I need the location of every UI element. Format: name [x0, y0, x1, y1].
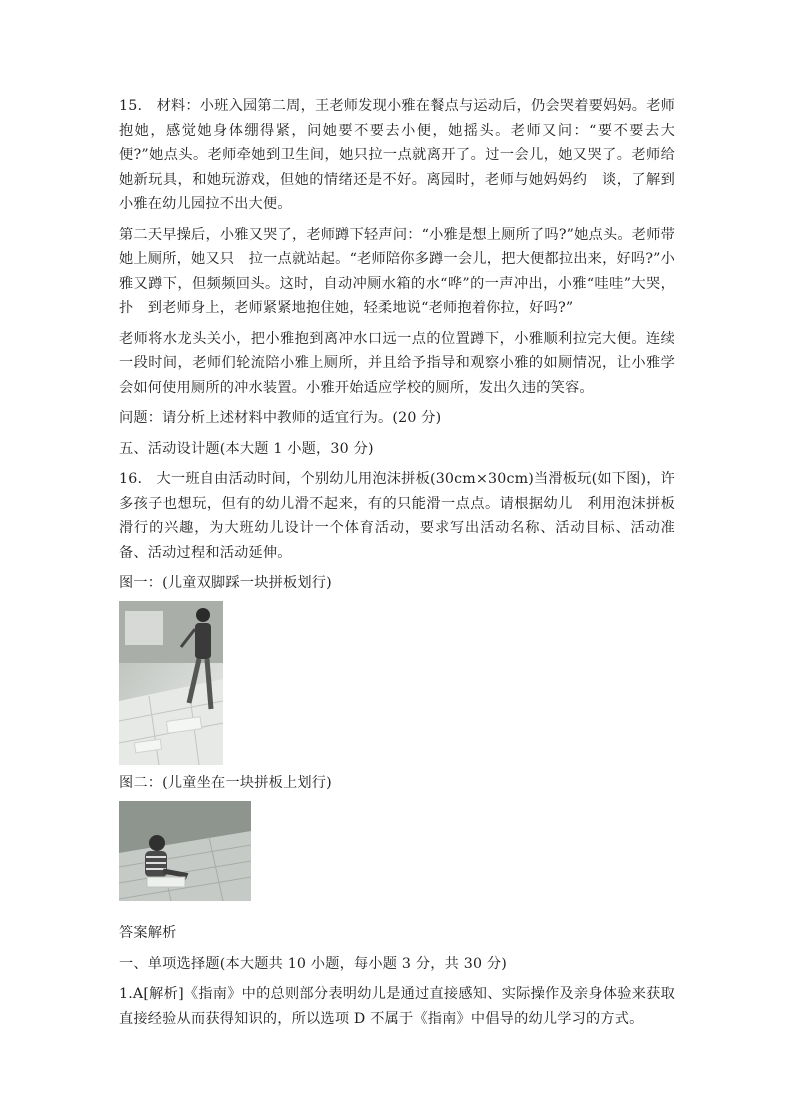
document-page — [119, 94, 690, 1031]
figure2-photo — [119, 801, 251, 901]
q16-paragraph: 16. 大一班自由活动时间，个别幼儿用泡沫拼板(30cm×30cm)当滑板玩(如下图)，许多孩子也想玩，但有的幼儿滑不起来，有的只能滑一点点。请根据幼儿 利用泡沫拼板滑行的兴趣，为大班幼儿设计一个体育活动，要求写出活动名称、活动目标、活动准备、活动过程和活动延伸。 — [119, 471, 675, 561]
figure1-caption: 图一：(儿童双脚踩一块拼板划行) — [119, 575, 332, 591]
q15-question: 问题：请分析上述材料中教师的适宜行为。(20 分) — [119, 410, 442, 426]
q15-paragraph-1: 15. 材料：小班入园第二周，王老师发现小雅在餐点与运动后，仍会哭着要妈妈。老师抱她，感觉她身体绷得紧，问她要不要去小便，她摇头。老师又问：“要不要去大 便?”她点头。老师牵她到卫生间，她只拉一点就离开了。过一会儿，她又哭了。老师给她新玩具，和她玩游戏，但她的情绪还是不好。离园时，老师与她妈妈约 谈，了解到小雅在幼儿园拉不出大便。 — [119, 98, 690, 212]
answer-1: 1.A[解析]《指南》中的总则部分表明幼儿是通过直接感知、实际操作及亲身体验来获取直接经验从而获得知识的，所以选项 D 不属于《指南》中倡导的幼儿学习的方式。 — [119, 986, 675, 1027]
q15-paragraph-3: 老师将水龙头关小，把小雅抱到离冲水口远一点的位置蹲下，小雅顺利拉完大便。连续一段时间，老师们轮流陪小雅上厕所，并且给予指导和观察小雅的如厕情况，让小雅学会如何使用厕所的冲水装置。小雅开始适应学校的厕所，发出久违的笑容。 — [119, 330, 675, 396]
q15-paragraph-2: 第二天早操后，小雅又哭了，老师蹲下轻声问：“小雅是想上厕所了吗?”她点头。老师带她上厕所，她又只 拉一点就站起。“老师陪你多蹲一会儿，把大便都拉出来，好吗?”小雅又蹲下，但频频回头。这时，自动冲厕水箱的水“哗”的一声冲出，小雅“哇哇”大哭，扑 到老师身上，老师紧紧地抱住她，轻柔地说“老师抱着你拉，好吗?” — [119, 226, 675, 316]
figure1-photo — [119, 601, 223, 765]
section5-heading: 五、活动设计题(本大题 1 小题，30 分) — [119, 440, 374, 457]
answers-section1-heading: 一、单项选择题(本大题共 10 小题，每小题 3 分，共 30 分) — [119, 955, 508, 972]
answers-heading: 答案解析 — [119, 925, 177, 941]
figure2-caption: 图二：(儿童坐在一块拼板上划行) — [119, 774, 332, 791]
